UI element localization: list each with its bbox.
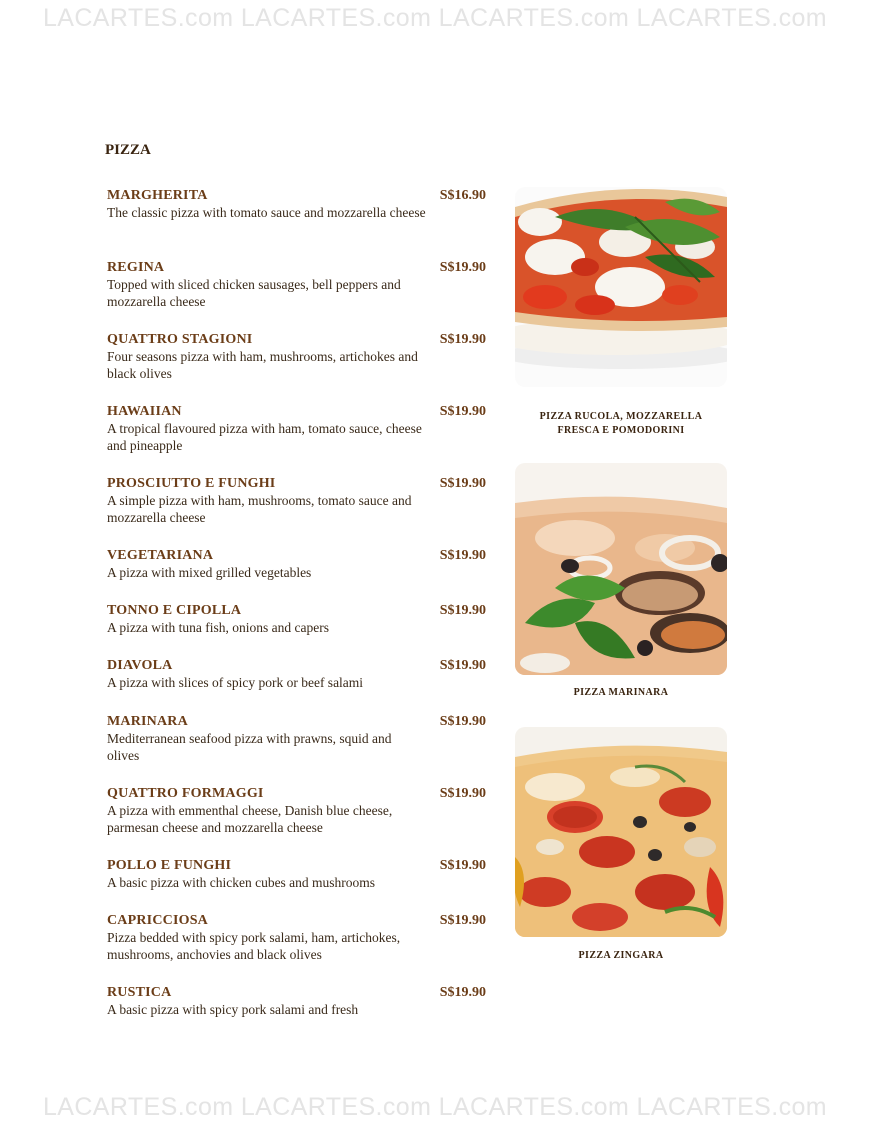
menu-item [107,984,492,1018]
caption-line: PIZZA RUCOLA, MOZZARELLA [539,411,703,422]
menu-item [107,403,492,454]
menu-item [107,475,492,526]
item-name: HAWAIIAN [107,404,182,419]
item-price: S$16.90 [439,188,486,203]
item-name: CAPRICCIOSA [107,913,208,928]
item-price: S$19.90 [439,913,486,928]
item-price: S$19.90 [439,260,486,275]
item-price: S$19.90 [439,548,486,563]
menu-item [107,259,492,310]
item-name: PROSCIUTTO E FUNGHI [107,476,276,491]
menu-item [107,912,492,963]
menu-item [107,547,492,581]
item-description: Mediterranean seafood pizza with prawns, squid and olives [107,731,392,763]
caption-line: PIZZA MARINARA [573,687,669,698]
caption-line: FRESCA E POMODORINI [557,425,685,436]
menu-item [107,785,492,836]
watermark-top: LACARTES.com LACARTES.com LACARTES.com LACARTES.com [42,4,828,32]
menu-item [107,187,492,221]
item-name: MARGHERITA [107,188,208,203]
item-name: MARINARA [107,714,188,729]
item-price: S$19.90 [439,603,486,618]
item-price: S$19.90 [439,786,486,801]
item-name: POLLO E FUNGHI [107,858,232,873]
item-name: RUSTICA [107,985,172,1000]
item-description: Topped with sliced chicken sausages, bell peppers and mozzarella cheese [107,277,401,309]
photo-caption [515,949,727,963]
item-price: S$19.90 [439,332,486,347]
menu-item [107,331,492,382]
menu-item [107,857,492,891]
item-description: A pizza with emmenthal cheese, Danish blue cheese, parmesan cheese and mozzarella cheese [107,803,393,835]
pizza-marinara-photo [515,463,727,675]
menu-item [107,713,492,764]
item-description: Four seasons pizza with ham, mushrooms, artichokes and black olives [107,349,418,381]
item-description: A pizza with tuna fish, onions and capers [107,620,329,635]
item-name: QUATTRO STAGIONI [107,332,253,347]
item-price: S$19.90 [439,658,486,673]
item-name: VEGETARIANA [107,548,214,563]
photo-caption [515,410,727,438]
item-price: S$19.90 [439,714,486,729]
item-description: A tropical flavoured pizza with ham, tomato sauce, cheese and pineapple [107,421,422,453]
pizza-rucola-photo [515,187,727,387]
item-name: REGINA [107,260,165,275]
watermark-bottom: LACARTES.com LACARTES.com LACARTES.com LACARTES.com [42,1093,828,1121]
item-price: S$19.90 [439,985,486,1000]
item-name: QUATTRO FORMAGGI [107,786,264,801]
item-description: The classic pizza with tomato sauce and mozzarella cheese [107,205,426,220]
item-description: A simple pizza with ham, mushrooms, tomato sauce and mozzarella cheese [107,493,412,525]
pizza-zingara-photo [515,727,727,937]
item-description: A basic pizza with spicy pork salami and fresh [107,1002,359,1017]
item-price: S$19.90 [439,404,486,419]
item-name: DIAVOLA [107,658,173,673]
caption-line: PIZZA ZINGARA [578,950,664,961]
item-description: A pizza with slices of spicy pork or beef salami [107,675,364,690]
item-description: A basic pizza with chicken cubes and mushrooms [107,875,376,890]
section-title: PIZZA [105,142,151,158]
item-description: Pizza bedded with spicy pork salami, ham, artichokes, mushrooms, anchovies and black olives [107,930,401,962]
item-price: S$19.90 [439,476,486,491]
item-description: A pizza with mixed grilled vegetables [107,565,312,580]
menu-item [107,602,492,636]
item-price: S$19.90 [439,858,486,873]
item-name: TONNO E CIPOLLA [107,603,242,618]
photo-caption [515,686,727,700]
menu-item [107,657,492,691]
